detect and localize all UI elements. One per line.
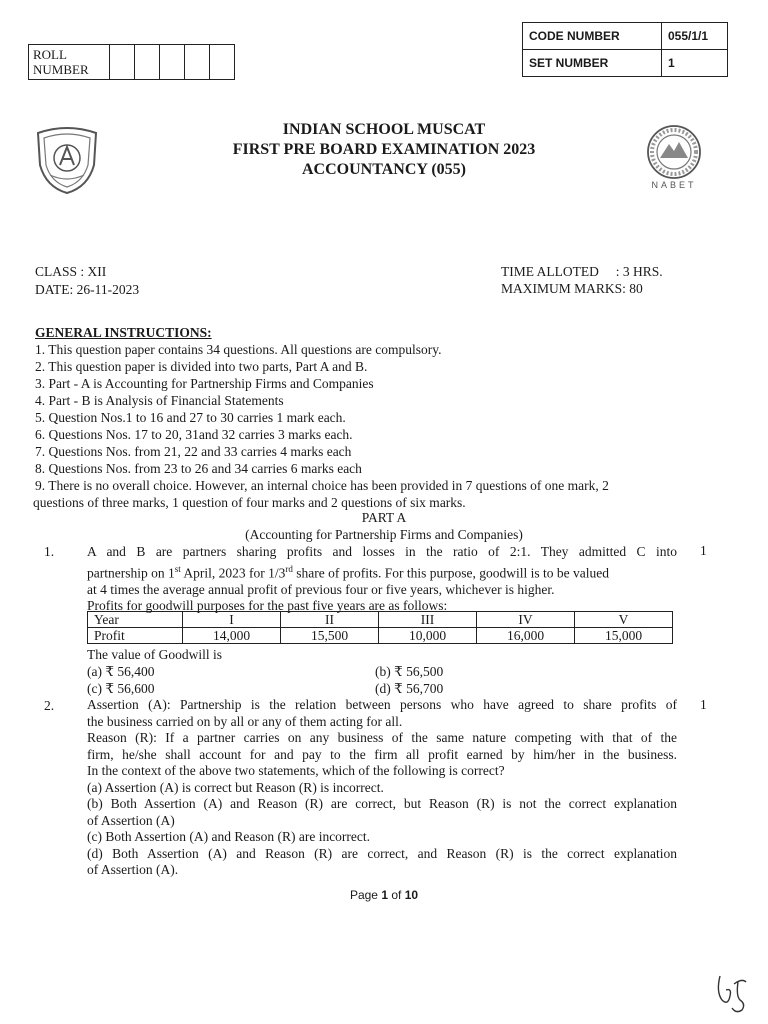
table-cell: I bbox=[183, 612, 281, 628]
table-cell: 15,000 bbox=[575, 628, 673, 644]
roll-digit-box[interactable] bbox=[185, 45, 210, 80]
question-text-line: at 4 times the average annual profit of previous four or five years, whichever is higher. bbox=[87, 581, 555, 597]
table-cell: 16,000 bbox=[477, 628, 575, 644]
exam-title: FIRST PRE BOARD EXAMINATION 2023 bbox=[232, 141, 536, 158]
question-text-line: Profits for goodwill purposes for the past five years are as follows: bbox=[87, 598, 448, 613]
option-b: (b) ₹ 56,500 bbox=[375, 664, 444, 679]
question-text-line: Assertion (A): Partnership is the relation between persons who have agreed to share profits of bbox=[87, 697, 677, 712]
roll-digit-box[interactable] bbox=[135, 45, 160, 80]
table-row bbox=[88, 628, 673, 644]
question-text-line: A and B are partners sharing profits and losses in the ratio of 2:1. They admitted C into bbox=[87, 544, 677, 559]
set-number-label: SET NUMBER bbox=[523, 50, 662, 77]
roll-digit-box[interactable] bbox=[210, 45, 235, 80]
instruction-item: 8. Questions Nos. from 23 to 26 and 34 carries 6 marks each bbox=[35, 461, 362, 476]
instructions-list bbox=[35, 341, 735, 511]
question-text-line: firm, he/she shall account for and pay to the firm all profit earned by him/her in the business. bbox=[87, 746, 677, 762]
instruction-item: 4. Part - B is Analysis of Financial Statements bbox=[35, 393, 284, 408]
time-allotted: TIME ALLOTED : 3 HRS. bbox=[501, 264, 663, 279]
table-cell: III bbox=[379, 612, 477, 628]
option-c: (c) ₹ 56,600 bbox=[87, 681, 155, 696]
maximum-marks: MAXIMUM MARKS: 80 bbox=[501, 281, 643, 296]
instruction-item: 6. Questions Nos. 17 to 20, 31and 32 carries 3 marks each. bbox=[35, 427, 353, 442]
table-cell: 14,000 bbox=[183, 628, 281, 644]
table-cell: Year bbox=[88, 612, 183, 628]
code-number-label: CODE NUMBER bbox=[523, 23, 662, 50]
text-part: April, 2023 for 1/3 bbox=[180, 565, 286, 580]
table-cell: II bbox=[281, 612, 379, 628]
table-cell: IV bbox=[477, 612, 575, 628]
instruction-item: 9. There is no overall choice. However, an internal choice has been provided in 7 questions of one mark, 2 bbox=[35, 478, 609, 493]
question-text-line: (c) Both Assertion (A) and Reason (R) are incorrect. bbox=[87, 829, 371, 844]
school-name: INDIAN SCHOOL MUSCAT bbox=[282, 121, 486, 138]
code-number-box bbox=[522, 22, 728, 77]
handwritten-initials-icon bbox=[712, 970, 754, 1016]
page-footer bbox=[0, 888, 768, 902]
instruction-item: questions of three marks, 1 question of four marks and 2 questions of six marks. bbox=[33, 495, 466, 510]
footer-text: of bbox=[388, 888, 405, 902]
subject-title: ACCOUNTANCY (055) bbox=[302, 161, 466, 178]
text-part: share of profits. For this purpose, goodwill is to be valued bbox=[292, 565, 609, 580]
page-current: 1 bbox=[381, 888, 388, 902]
question-text-line: of Assertion (A). bbox=[87, 862, 179, 877]
option-d: (d) ₹ 56,700 bbox=[375, 681, 444, 696]
nabet-label: NABET bbox=[651, 180, 697, 190]
profit-table bbox=[87, 611, 673, 644]
part-subtitle: (Accounting for Partnership Firms and Companies) bbox=[245, 527, 523, 542]
question-marks: 1 bbox=[700, 543, 707, 558]
roll-label-line2: NUMBER bbox=[33, 62, 89, 77]
code-row bbox=[523, 23, 728, 50]
roll-label-line1: ROLL bbox=[33, 47, 67, 62]
table-cell: 10,000 bbox=[379, 628, 477, 644]
date-label: DATE: 26-11-2023 bbox=[35, 282, 140, 297]
code-number-value: 055/1/1 bbox=[662, 23, 728, 50]
footer-text: Page bbox=[349, 888, 382, 902]
question-text-line: (d) Both Assertion (A) and Reason (R) are correct, and Reason (R) is the correct explanation bbox=[87, 845, 677, 861]
superscript: st bbox=[174, 563, 181, 574]
text-part: partnership on 1 bbox=[87, 565, 175, 580]
table-header-row bbox=[88, 612, 673, 628]
table-cell: Profit bbox=[88, 628, 183, 644]
instruction-item: 3. Part - A is Accounting for Partnership Firms and Companies bbox=[35, 376, 374, 391]
instruction-item: 2. This question paper is divided into two parts, Part A and B. bbox=[35, 359, 368, 374]
page-total: 10 bbox=[404, 888, 419, 902]
question-prompt: The value of Goodwill is bbox=[87, 647, 222, 662]
question-1-body bbox=[87, 544, 677, 615]
question-text-line bbox=[87, 561, 677, 582]
superscript: rd bbox=[285, 563, 293, 574]
question-2-body bbox=[87, 697, 677, 879]
instructions-heading: GENERAL INSTRUCTIONS: bbox=[35, 325, 212, 340]
roll-digit-box[interactable] bbox=[110, 45, 135, 80]
question-text-line: the business carried on by all or any of them acting for all. bbox=[87, 713, 403, 729]
part-title: PART A bbox=[361, 510, 407, 525]
roll-number-box bbox=[28, 44, 235, 80]
question-text-line: (a) Assertion (A) is correct but Reason (R) is incorrect. bbox=[87, 779, 384, 795]
class-label: CLASS : XII bbox=[35, 264, 107, 279]
question-number: 2. bbox=[44, 698, 55, 713]
instruction-item: 5. Question Nos.1 to 16 and 27 to 30 carries 1 mark each. bbox=[35, 410, 346, 425]
table-cell: V bbox=[575, 612, 673, 628]
option-a: (a) ₹ 56,400 bbox=[87, 664, 155, 679]
question-number: 1. bbox=[44, 544, 55, 559]
question-text-line: Reason (R): If a partner carries on any business of the same nature competing with that of the bbox=[87, 730, 677, 745]
question-text-line: (b) Both Assertion (A) and Reason (R) are correct, but Reason (R) is not the correct explanation bbox=[87, 796, 677, 811]
table-cell: 15,500 bbox=[281, 628, 379, 644]
question-marks: 1 bbox=[700, 697, 707, 712]
set-row bbox=[523, 50, 728, 77]
instruction-item: 7. Questions Nos. from 21, 22 and 33 carries 4 marks each bbox=[35, 444, 352, 459]
question-text-line: In the context of the above two statements, which of the following is correct? bbox=[87, 763, 505, 778]
roll-digit-box[interactable] bbox=[160, 45, 185, 80]
instruction-item: 1. This question paper contains 34 questions. All questions are compulsory. bbox=[35, 342, 442, 357]
roll-number-label bbox=[29, 45, 110, 80]
question-text-line: of Assertion (A) bbox=[87, 812, 175, 828]
set-number-value: 1 bbox=[662, 50, 728, 77]
